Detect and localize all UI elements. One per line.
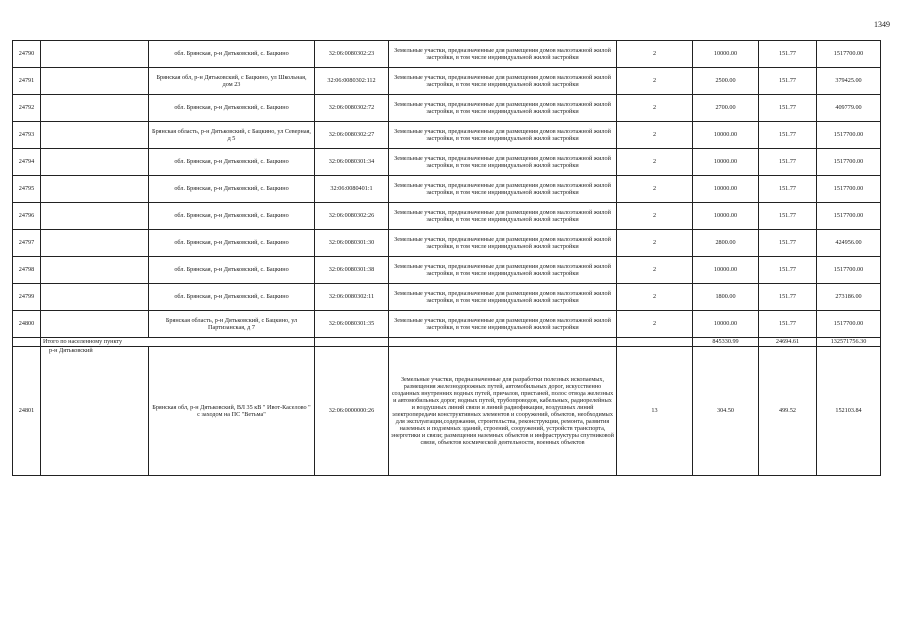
record-land-use: Земельные участки, предназначенные для размещения домов малоэтажной жилой застройки, в том числе индивидуальной жилой застройки [389,230,617,257]
record-value: 1517700.00 [817,203,881,230]
record-area: 10000.00 [693,149,759,176]
record-area: 10000.00 [693,122,759,149]
table-row [13,284,881,311]
record-address: обл. Брянская, р-н Дятьковский, с. Бацкино [149,230,315,257]
district-cell [41,68,149,95]
record-land-use: Земельные участки, предназначенные для размещения домов малоэтажной жилой застройки, в том числе индивидуальной жилой застройки [389,149,617,176]
record-value: 152103.84 [817,347,881,476]
total-blank [315,338,389,347]
district-cell [41,311,149,338]
record-rate: 151.77 [759,203,817,230]
table-row [13,41,881,68]
record-number: 24799 [13,284,41,311]
record-number: 24797 [13,230,41,257]
record-cadastral-number: 32:06:0080301:38 [315,257,389,284]
record-rate: 151.77 [759,149,817,176]
total-label: Итого по населенному пункту [41,338,315,347]
page-number: 1349 [874,20,890,29]
record-group: 2 [617,284,693,311]
record-cadastral-number: 32:06:0080301:35 [315,311,389,338]
record-value: 424956.00 [817,230,881,257]
record-address: обл. Брянская, р-н Дятьковский, с. Бацкино [149,284,315,311]
record-cadastral-number: 32:06:0000000:26 [315,347,389,476]
table-row [13,257,881,284]
record-group: 2 [617,122,693,149]
record-cadastral-number: 32:06:0080302:23 [315,41,389,68]
record-area: 10000.00 [693,41,759,68]
record-rate: 151.77 [759,311,817,338]
total-row [13,338,881,347]
record-number: 24790 [13,41,41,68]
total-area: 845330.99 [693,338,759,347]
record-group: 2 [617,95,693,122]
table-row [13,203,881,230]
record-group: 13 [617,347,693,476]
record-number: 24791 [13,68,41,95]
district-cell [41,284,149,311]
record-group: 2 [617,257,693,284]
district-cell [41,149,149,176]
record-value: 1517700.00 [817,41,881,68]
district-cell [41,122,149,149]
record-group: 2 [617,230,693,257]
record-address: обл. Брянская, р-н Дятьковский, с. Бацкино [149,176,315,203]
record-land-use: Земельные участки, предназначенные для размещения домов малоэтажной жилой застройки, в том числе индивидуальной жилой застройки [389,284,617,311]
record-land-use: Земельные участки, предназначенные для размещения домов малоэтажной жилой застройки, в том числе индивидуальной жилой застройки [389,257,617,284]
district-cell [41,41,149,68]
record-number: 24800 [13,311,41,338]
record-area: 2700.00 [693,95,759,122]
record-land-use: Земельные участки, предназначенные для размещения домов малоэтажной жилой застройки, в том числе индивидуальной жилой застройки [389,41,617,68]
record-cadastral-number: 32:06:0080301:30 [315,230,389,257]
record-number: 24801 [13,347,41,476]
total-blank [389,338,617,347]
record-rate: 151.77 [759,68,817,95]
record-rate: 151.77 [759,230,817,257]
record-group: 2 [617,149,693,176]
record-value: 1517700.00 [817,311,881,338]
total-blank [617,338,693,347]
record-rate: 151.77 [759,41,817,68]
record-address: Брянская область, р-н Дятьковский, с Бацкино, ул Партизанская, д 7 [149,311,315,338]
table-row [13,311,881,338]
table-row [13,176,881,203]
record-number: 24795 [13,176,41,203]
total-blank [13,338,41,347]
record-value: 1517700.00 [817,176,881,203]
district-cell [41,203,149,230]
record-cadastral-number: 32:06:0080302:11 [315,284,389,311]
record-number: 24793 [13,122,41,149]
record-address: обл. Брянская, р-н Дятьковский, с. Бацкино [149,203,315,230]
record-number: 24798 [13,257,41,284]
record-address: обл. Брянская, р-н Дятьковский, с. Бацкино [149,149,315,176]
record-rate: 151.77 [759,257,817,284]
record-address: Брянская обл, р-н Дятьковский, с Бацкино, ул Школьная, дом 23 [149,68,315,95]
record-cadastral-number: 32:06:0080302:72 [315,95,389,122]
record-address: обл. Брянская, р-н Дятьковский, с. Бацкино [149,95,315,122]
district-label: р-н Дятьковский [41,347,149,476]
record-address: Брянская область, р-н Дятьковский, с Бацкино, ул Северная, д 5 [149,122,315,149]
table-row [13,347,881,476]
record-area: 10000.00 [693,311,759,338]
record-cadastral-number: 32:06:0080401:1 [315,176,389,203]
table-row [13,230,881,257]
record-area: 1800.00 [693,284,759,311]
table-row [13,68,881,95]
record-cadastral-number: 32:06:0080302:112 [315,68,389,95]
record-cadastral-number: 32:06:0080301:34 [315,149,389,176]
record-rate: 499.52 [759,347,817,476]
record-group: 2 [617,41,693,68]
total-value: 132571756.30 [817,338,881,347]
record-area: 10000.00 [693,176,759,203]
district-cell [41,176,149,203]
record-area: 304.50 [693,347,759,476]
record-cadastral-number: 32:06:0080302:26 [315,203,389,230]
record-land-use: Земельные участки, предназначенные для разработки полезных ископаемых, размещения железнодорожных путей, автомобильных дорог, искусственно созданных внутренних водных путей, причалов, пристаней, полос отвода железных и автомобильных дорог, водных путей, трубопроводов, кабельных, радиорелейных и воздушных линий связи и линий радиофикации, воздушных линий электропередачи конструктивных элементов и сооружений, объектов, необходимых для эксплуатации,содержания, строительства, реконструкции, ремонта, развития наземных и подземных зданий, строений, сооружений, устройств транспорта, энергетики и связи; размещения наземных объектов и инфраструктуры спутниковой связи, объектов космической деятельности, военных объектов [389,347,617,476]
record-area: 2800.00 [693,230,759,257]
record-group: 2 [617,176,693,203]
record-address: Брянская обл, р-н Дятьковский, ВЛ 35 кВ " Ивот-Каселово " с заходом на ПС "Ветьма" [149,347,315,476]
record-rate: 151.77 [759,176,817,203]
record-land-use: Земельные участки, предназначенные для размещения домов малоэтажной жилой застройки, в том числе индивидуальной жилой застройки [389,311,617,338]
table-body [13,41,881,476]
record-rate: 151.77 [759,122,817,149]
record-number: 24792 [13,95,41,122]
table-row [13,122,881,149]
district-cell [41,230,149,257]
record-land-use: Земельные участки, предназначенные для размещения домов малоэтажной жилой застройки, в том числе индивидуальной жилой застройки [389,68,617,95]
district-cell [41,95,149,122]
record-value: 1517700.00 [817,257,881,284]
record-land-use: Земельные участки, предназначенные для размещения домов малоэтажной жилой застройки, в том числе индивидуальной жилой застройки [389,95,617,122]
record-value: 1517700.00 [817,149,881,176]
record-value: 1517700.00 [817,122,881,149]
record-number: 24794 [13,149,41,176]
table-row [13,149,881,176]
record-number: 24796 [13,203,41,230]
record-area: 10000.00 [693,257,759,284]
record-value: 379425.00 [817,68,881,95]
record-rate: 151.77 [759,95,817,122]
record-address: обл. Брянская, р-н Дятьковский, с. Бацкино [149,41,315,68]
table-row [13,95,881,122]
record-area: 2500.00 [693,68,759,95]
record-value: 409779.00 [817,95,881,122]
record-value: 273186.00 [817,284,881,311]
record-land-use: Земельные участки, предназначенные для размещения домов малоэтажной жилой застройки, в том числе индивидуальной жилой застройки [389,176,617,203]
record-group: 2 [617,203,693,230]
record-land-use: Земельные участки, предназначенные для размещения домов малоэтажной жилой застройки, в том числе индивидуальной жилой застройки [389,203,617,230]
land-registry-table [12,40,881,476]
record-group: 2 [617,68,693,95]
record-land-use: Земельные участки, предназначенные для размещения домов малоэтажной жилой застройки, в том числе индивидуальной жилой застройки [389,122,617,149]
record-cadastral-number: 32:06:0080302:27 [315,122,389,149]
record-address: обл. Брянская, р-н Дятьковский, с. Бацкино [149,257,315,284]
district-cell [41,257,149,284]
total-rate: 24694.61 [759,338,817,347]
record-area: 10000.00 [693,203,759,230]
record-group: 2 [617,311,693,338]
record-rate: 151.77 [759,284,817,311]
